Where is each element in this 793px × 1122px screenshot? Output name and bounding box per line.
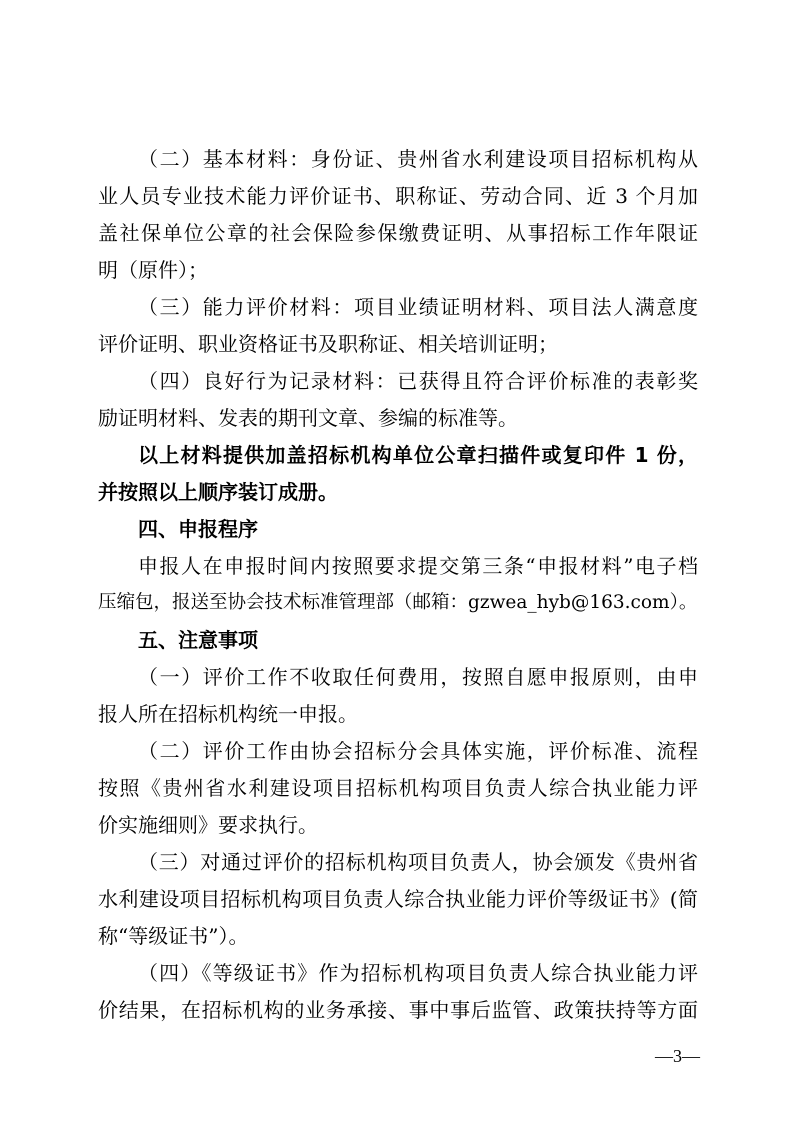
text-line: 明（原件）； [98,258,208,282]
text-line: （三）对通过评价的招标机构项目负责人，协会颁发《贵州省 [138,850,698,874]
section-heading: 五、注意事项 [138,628,258,652]
text-line: 称“等级证书”）。 [98,924,249,948]
text-line: （一）评价工作不收取任何费用，按照自愿申报原则，由申 [138,665,698,689]
text-line: 价结果，在招标机构的业务承接、事中事后监管、政策扶持等方面 [98,998,698,1022]
section-heading: 四、申报程序 [138,517,258,541]
text-line: 励证明材料、发表的期刊文章、参编的标准等。 [98,406,518,430]
text-line: 申报人在申报时间内按照要求提交第三条“申报材料”电子档 [138,554,698,578]
text-line: 价实施细则》要求执行。 [98,813,318,837]
text-line: 压缩包，报送至协会技术标准管理部（邮箱：gzwea_hyb@163.com）。 [98,592,698,613]
text-line: 盖社保单位公章的社会保险参保缴费证明、从事招标工作年限证 [98,221,698,245]
text-line: 业人员专业技术能力评价证书、职称证、劳动合同、近 3 个月加 [98,184,698,208]
text-line: （二）基本材料：身份证、贵州省水利建设项目招标机构从 [138,147,698,171]
text-line-bold: 并按照以上顺序装订成册。 [98,480,338,504]
text-line: 报人所在招标机构统一申报。 [98,702,358,726]
text-line-bold: 以上材料提供加盖招标机构单位公章扫描件或复印件 1 份， [138,443,698,467]
text-line: （四）《等级证书》作为招标机构项目负责人综合执业能力评 [138,961,698,985]
page-number: —3— [655,1046,700,1066]
text-line: （二）评价工作由协会招标分会具体实施，评价标准、流程 [138,739,698,763]
text-line: （三）能力评价材料：项目业绩证明材料、项目法人满意度 [138,295,698,319]
text-line: （四）良好行为记录材料：已获得且符合评价标准的表彰奖 [138,369,698,393]
text-line: 评价证明、职业资格证书及职称证、相关培训证明； [98,332,558,356]
text-line: 按照《贵州省水利建设项目招标机构项目负责人综合执业能力评 [98,776,698,800]
text-line: 水利建设项目招标机构项目负责人综合执业能力评价等级证书》(简 [98,887,698,911]
